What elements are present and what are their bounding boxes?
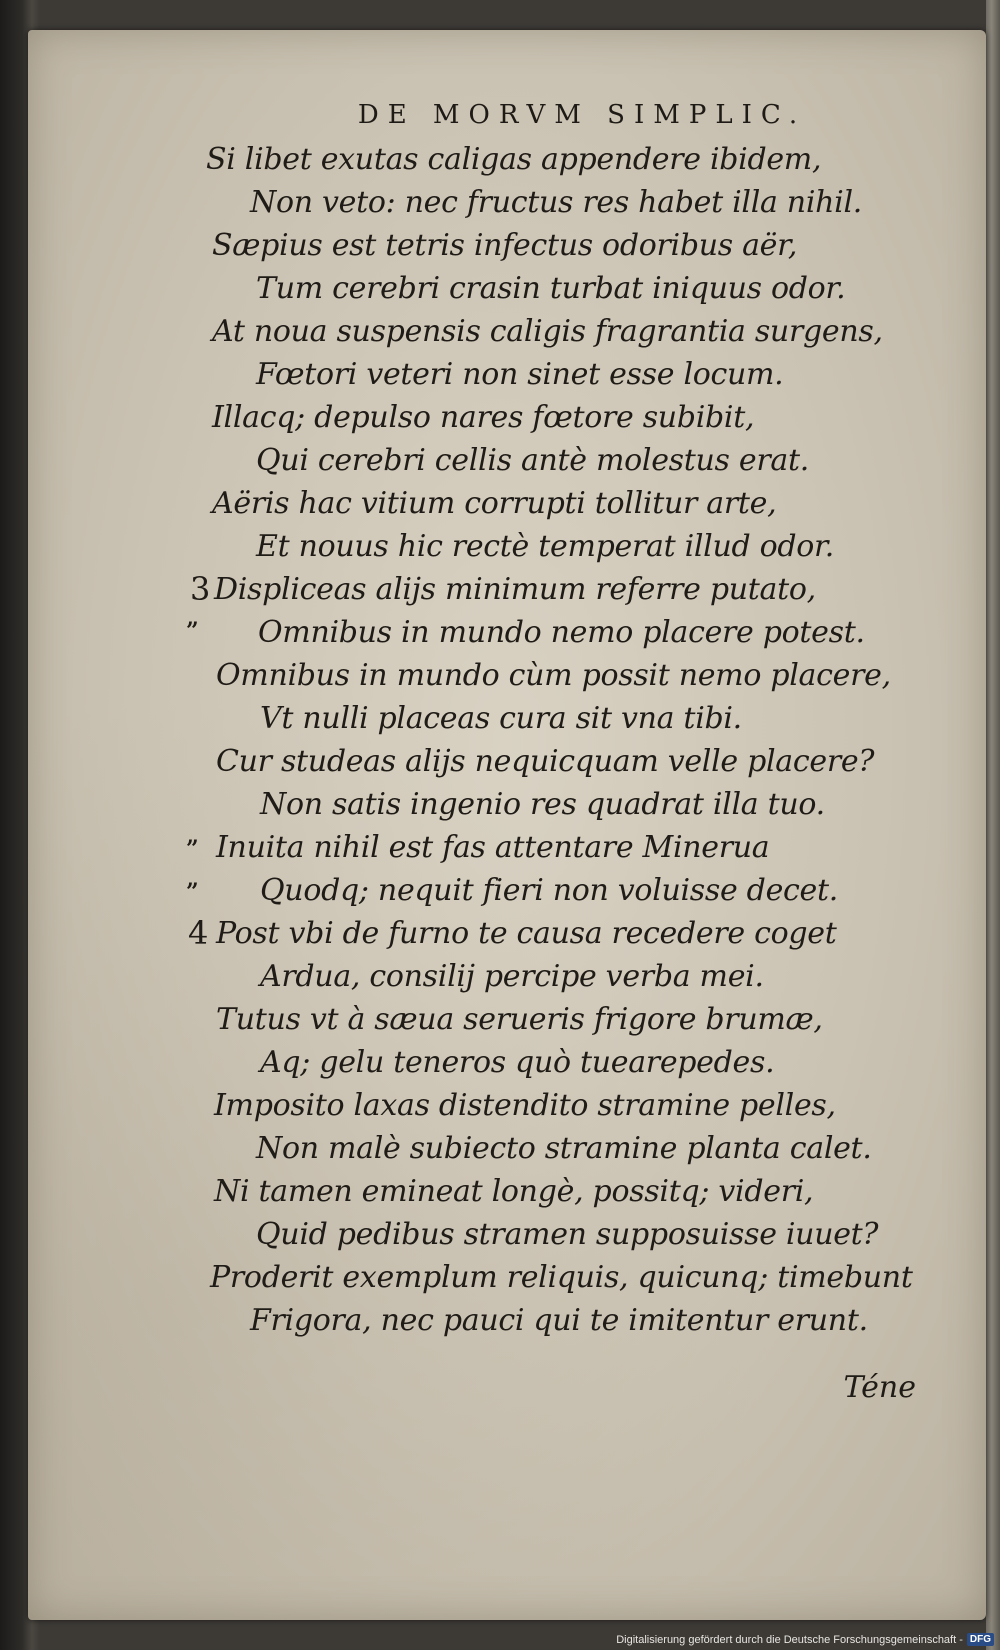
running-head: DE MORVM SIMPLIC. — [357, 100, 807, 130]
verse-line: Inuita nihil est fas attentare Minerua — [216, 830, 770, 865]
footer-text: Digitalisierung gefördert durch die Deutsche Forschungsgemeinschaft - — [616, 1633, 963, 1646]
book-edge — [986, 0, 1000, 1650]
verse-line: Quid pedibus stramen supposuisse iuuet? — [256, 1217, 879, 1252]
verse-line: Tum cerebri crasin turbat iniquus odor. — [256, 271, 846, 306]
verse-line: Et nouus hic rectè temperat illud odor. — [256, 529, 835, 564]
verse-line: Qui cerebri cellis antè molestus erat. — [256, 443, 809, 478]
verse-line: Post vbi de furno te causa recedere coget — [216, 916, 837, 951]
verse-line: Frigora, nec pauci qui te imitentur erunt. — [250, 1303, 868, 1338]
margin-number: 4 — [188, 914, 209, 952]
catchword: Téne — [843, 1370, 916, 1405]
verse-line: Fœtori veteri non sinet esse locum. — [256, 357, 784, 392]
verse-line: Aëris hac vitium corrupti tollitur arte, — [212, 486, 777, 521]
book-page — [28, 30, 986, 1620]
verse-line: Ni tamen emineat longè, possitq; videri, — [214, 1174, 814, 1209]
verse-line: Quodq; nequit fieri non voluisse decet. — [260, 873, 838, 908]
margin-quote-mark: ” — [186, 618, 199, 644]
verse-block — [28, 30, 986, 1620]
margin-quote-mark: ” — [186, 879, 199, 905]
dfg-logo-icon: DFG — [967, 1633, 994, 1646]
verse-line: Non satis ingenio res quadrat illa tuo. — [260, 787, 825, 822]
verse-line: Proderit exemplum reliquis, quicunq; timebunt — [210, 1260, 913, 1295]
verse-line: Non malè subiecto stramine planta calet. — [256, 1131, 872, 1166]
verse-line: Illacq; depulso nares fœtore subibit, — [212, 400, 755, 435]
verse-line: Displiceas alijs minimum referre putato, — [214, 572, 816, 607]
verse-line: Cur studeas alijs nequicquam velle placere? — [216, 744, 875, 779]
verse-line: At noua suspensis caligis fragrantia surgens, — [212, 314, 883, 349]
margin-quote-mark: ” — [186, 836, 199, 862]
verse-line: Ardua, consilij percipe verba mei. — [260, 959, 764, 994]
verse-line: Tutus vt à sæua serueris frigore brumæ, — [216, 1002, 823, 1037]
verse-line: Non veto: nec fructus res habet illa nihil. — [250, 185, 862, 220]
margin-number: 3 — [190, 570, 211, 608]
verse-line: Omnibus in mundo nemo placere potest. — [258, 615, 865, 650]
verse-line: Vt nulli placeas cura sit vna tibi. — [260, 701, 742, 736]
verse-line: Sæpius est tetris infectus odoribus aër, — [212, 228, 798, 263]
funding-footer — [616, 1633, 994, 1646]
verse-line: Imposito laxas distendito stramine pelles, — [214, 1088, 836, 1123]
verse-line: Si libet exutas caligas appendere ibidem, — [206, 142, 822, 177]
verse-line: Omnibus in mundo cùm possit nemo placere, — [216, 658, 891, 693]
verse-line: Aq; gelu teneros quò tuearepedes. — [260, 1045, 775, 1080]
